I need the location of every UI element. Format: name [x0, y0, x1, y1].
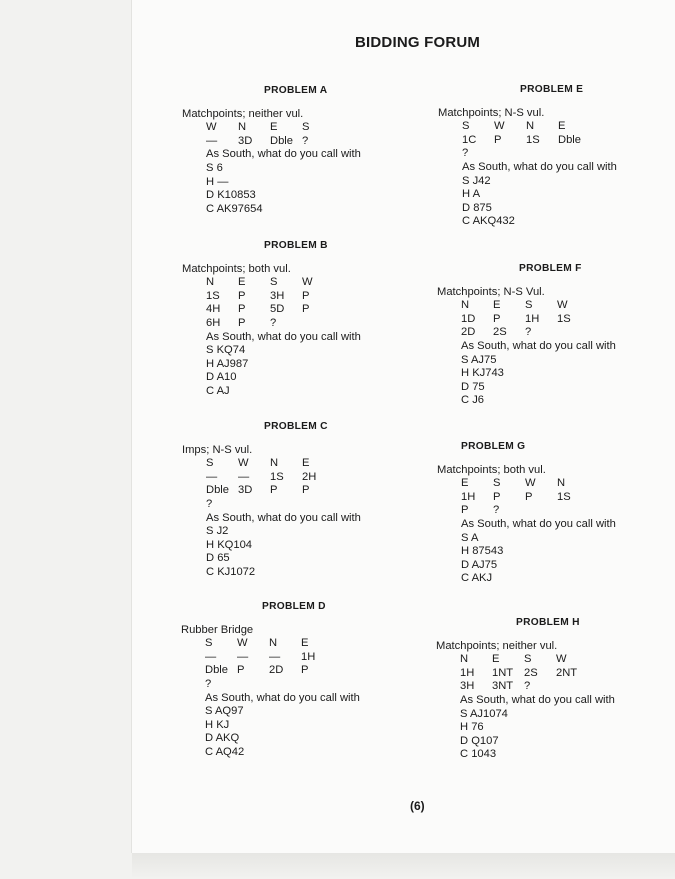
page-title: BIDDING FORUM [355, 34, 481, 51]
hand-spades: S AJ1074 [460, 707, 508, 720]
hand-clubs: C AQ42 [205, 745, 245, 758]
auction-cell: 2D [269, 664, 284, 677]
auction-cell: N [238, 121, 247, 134]
auction-cell: E [270, 121, 278, 134]
auction-cell: — [206, 134, 218, 147]
auction-cell: P [302, 289, 310, 302]
problem-question: As South, what do you call with [461, 339, 616, 352]
hand-hearts: H KJ743 [461, 367, 504, 380]
problem-question: As South, what do you call with [205, 691, 360, 704]
auction-cell: Dble [558, 133, 582, 146]
auction-cell: 1H [525, 312, 540, 325]
auction-row [461, 326, 616, 340]
auction-cell: P [493, 490, 501, 503]
auction-cell: E [492, 653, 500, 666]
auction-cell: 1C [462, 133, 477, 146]
auction-row [205, 664, 360, 678]
problem-question: As South, what do you call with [460, 693, 615, 706]
hand-diamonds: D 875 [462, 201, 492, 214]
auction-cell: ? [524, 680, 531, 693]
auction-row [205, 678, 360, 692]
problem-body [182, 457, 361, 579]
auction-cell: 6H [206, 316, 221, 329]
hand-hearts: H A [462, 188, 481, 201]
auction-cell: S [206, 457, 214, 470]
hand-clubs: C J6 [461, 394, 485, 407]
hand-diamonds: D AJ75 [461, 558, 498, 571]
auction-cell: 2S [493, 326, 507, 339]
auction-cell: Dble [270, 134, 294, 147]
problem-body [438, 120, 617, 229]
problem-body [436, 653, 615, 762]
auction-cell: P [237, 664, 245, 677]
auction-cell: S [525, 299, 533, 312]
auction-cell: 1D [461, 312, 476, 325]
problem-d [181, 600, 360, 760]
auction-row [206, 121, 361, 135]
auction-cell: S [493, 477, 501, 490]
problem-heading: PROBLEM F [519, 263, 582, 274]
problem-conditions: Matchpoints; both vul. [437, 463, 546, 476]
hand-spades: S J42 [462, 174, 491, 187]
auction-cell: S [302, 121, 310, 134]
auction-cell: W [238, 457, 249, 470]
auction-row [206, 457, 361, 471]
auction-cell: 1H [461, 490, 476, 503]
auction-cell: P [301, 664, 309, 677]
problem-body [437, 299, 616, 408]
auction-cell: ? [525, 326, 532, 339]
problem-a [182, 84, 361, 216]
auction-row [206, 303, 361, 317]
problem-b [182, 239, 361, 399]
auction-cell: 5D [270, 303, 285, 316]
auction-cell: 3NT [492, 680, 514, 693]
auction-cell: N [269, 637, 278, 650]
auction-cell: ? [302, 134, 309, 147]
auction-row [205, 637, 360, 651]
auction-cell: 1S [526, 133, 540, 146]
auction-cell: S [270, 276, 278, 289]
hand-spades: S J2 [206, 525, 229, 538]
auction-cell: 4H [206, 303, 221, 316]
auction-row [206, 498, 361, 512]
hand-hearts: H KQ104 [206, 538, 253, 551]
auction-row [461, 313, 616, 327]
problem-e [438, 83, 617, 229]
problem-body [437, 477, 616, 586]
auction-cell: P [238, 303, 246, 316]
auction-row [206, 135, 361, 149]
auction-row [205, 651, 360, 665]
auction-cell: W [237, 637, 248, 650]
hand-clubs: C AKJ [461, 572, 493, 585]
auction-cell: P [238, 316, 246, 329]
auction-cell: S [524, 653, 532, 666]
auction-cell: E [302, 457, 310, 470]
problem-c [182, 420, 361, 580]
hand-hearts: H AJ987 [206, 357, 249, 370]
auction-cell: E [558, 120, 566, 133]
auction-cell: 2NT [556, 666, 578, 679]
hand-diamonds: D 65 [206, 552, 230, 565]
auction-cell: 1S [206, 289, 220, 302]
auction-cell: W [206, 121, 217, 134]
problem-conditions: Matchpoints; N-S Vul. [437, 285, 545, 298]
auction-cell: 2H [302, 470, 317, 483]
auction-cell: 1S [270, 470, 284, 483]
auction-cell: S [462, 120, 470, 133]
auction-row [461, 477, 616, 491]
auction-cell: 3H [460, 680, 475, 693]
auction-cell: P [238, 289, 246, 302]
hand-clubs: C AK97654 [206, 202, 263, 215]
auction-cell: W [302, 276, 313, 289]
auction-cell: 1NT [492, 666, 514, 679]
problem-conditions: Matchpoints; neither vul. [182, 107, 304, 120]
auction-cell: 1S [557, 490, 571, 503]
auction-cell: 1H [301, 650, 316, 663]
auction-cell: P [525, 490, 533, 503]
auction-cell: S [205, 637, 213, 650]
auction-cell: 1H [460, 666, 475, 679]
problem-heading: PROBLEM G [461, 441, 526, 452]
page-shadow [132, 853, 675, 879]
problem-heading: PROBLEM E [520, 84, 584, 95]
auction-row [460, 667, 615, 681]
problem-heading: PROBLEM D [262, 601, 326, 612]
auction-cell: W [557, 299, 568, 312]
auction-cell: P [270, 484, 278, 497]
page-number: (6) [410, 799, 425, 813]
auction-row [462, 120, 617, 134]
problem-question: As South, what do you call with [462, 160, 617, 173]
hand-hearts: H 76 [460, 721, 484, 734]
auction-cell: E [238, 276, 246, 289]
auction-row [461, 491, 616, 505]
auction-cell: W [494, 120, 505, 133]
auction-cell: ? [462, 147, 469, 160]
hand-spades: S 6 [206, 161, 223, 174]
hand-diamonds: D 75 [461, 380, 485, 393]
problem-question: As South, what do you call with [461, 517, 616, 530]
auction-cell: P [461, 504, 469, 517]
hand-diamonds: D Q107 [460, 734, 499, 747]
auction-cell: 2S [524, 666, 538, 679]
auction-cell: P [493, 312, 501, 325]
problem-conditions: Imps; N-S vul. [182, 443, 253, 456]
hand-spades: S KQ74 [206, 344, 246, 357]
problem-heading: PROBLEM C [264, 421, 328, 432]
problem-heading: PROBLEM A [264, 85, 328, 96]
hand-diamonds: D AKQ [205, 732, 240, 745]
auction-cell: ? [205, 677, 212, 690]
auction-cell: Dble [206, 484, 230, 497]
problem-conditions: Rubber Bridge [181, 623, 254, 636]
auction-cell: E [301, 637, 309, 650]
problem-heading: PROBLEM H [516, 617, 580, 628]
hand-hearts: H 87543 [461, 545, 504, 558]
problem-question: As South, what do you call with [206, 148, 361, 161]
auction-cell: Dble [205, 664, 229, 677]
problem-question: As South, what do you call with [206, 330, 361, 343]
problem-conditions: Matchpoints; both vul. [182, 262, 291, 275]
auction-row [460, 680, 615, 694]
auction-cell: — [206, 470, 218, 483]
hand-hearts: H KJ [205, 718, 230, 731]
auction-row [460, 653, 615, 667]
auction-cell: — [238, 470, 250, 483]
auction-cell: 3D [238, 484, 253, 497]
auction-cell: P [302, 303, 310, 316]
auction-row [462, 147, 617, 161]
problem-body [182, 276, 361, 398]
auction-row [461, 299, 616, 313]
hand-spades: S AJ75 [461, 353, 497, 366]
problem-f [437, 262, 616, 408]
auction-cell: ? [206, 497, 213, 510]
auction-cell: 3H [270, 289, 285, 302]
hand-diamonds: D A10 [206, 371, 237, 384]
auction-cell: N [526, 120, 535, 133]
problem-question: As South, what do you call with [206, 511, 361, 524]
hand-spades: S A [461, 531, 479, 544]
auction-cell: P [302, 484, 310, 497]
problem-body [181, 637, 360, 759]
auction-row [206, 471, 361, 485]
auction-row [206, 290, 361, 304]
hand-diamonds: D K10853 [206, 189, 256, 202]
auction-row [462, 134, 617, 148]
hand-clubs: C AKQ432 [462, 215, 515, 228]
auction-cell: W [556, 653, 567, 666]
auction-row [206, 276, 361, 290]
auction-cell: E [461, 477, 469, 490]
hand-hearts: H — [206, 175, 229, 188]
problem-conditions: Matchpoints; N-S vul. [438, 106, 545, 119]
auction-cell: — [205, 650, 217, 663]
auction-cell: E [493, 299, 501, 312]
auction-cell: 1S [557, 312, 571, 325]
auction-cell: ? [270, 316, 277, 329]
auction-cell: W [525, 477, 536, 490]
problem-conditions: Matchpoints; neither vul. [436, 639, 558, 652]
auction-cell: N [206, 276, 215, 289]
auction-cell: N [557, 477, 566, 490]
hand-clubs: C AJ [206, 384, 230, 397]
auction-cell: P [494, 133, 502, 146]
auction-row [461, 504, 616, 518]
auction-cell: — [269, 650, 281, 663]
problem-g [437, 440, 616, 586]
auction-cell: N [270, 457, 279, 470]
auction-cell: — [237, 650, 249, 663]
auction-cell: 3D [238, 134, 253, 147]
hand-clubs: C 1043 [460, 748, 497, 761]
auction-row [206, 317, 361, 331]
auction-row [206, 484, 361, 498]
hand-clubs: C KJ1072 [206, 565, 256, 578]
auction-cell: ? [493, 504, 500, 517]
problem-body [182, 121, 361, 216]
problem-heading: PROBLEM B [264, 240, 328, 251]
problem-h [436, 616, 615, 762]
auction-cell: N [461, 299, 470, 312]
auction-cell: N [460, 653, 469, 666]
hand-spades: S AQ97 [205, 705, 244, 718]
auction-cell: 2D [461, 326, 476, 339]
